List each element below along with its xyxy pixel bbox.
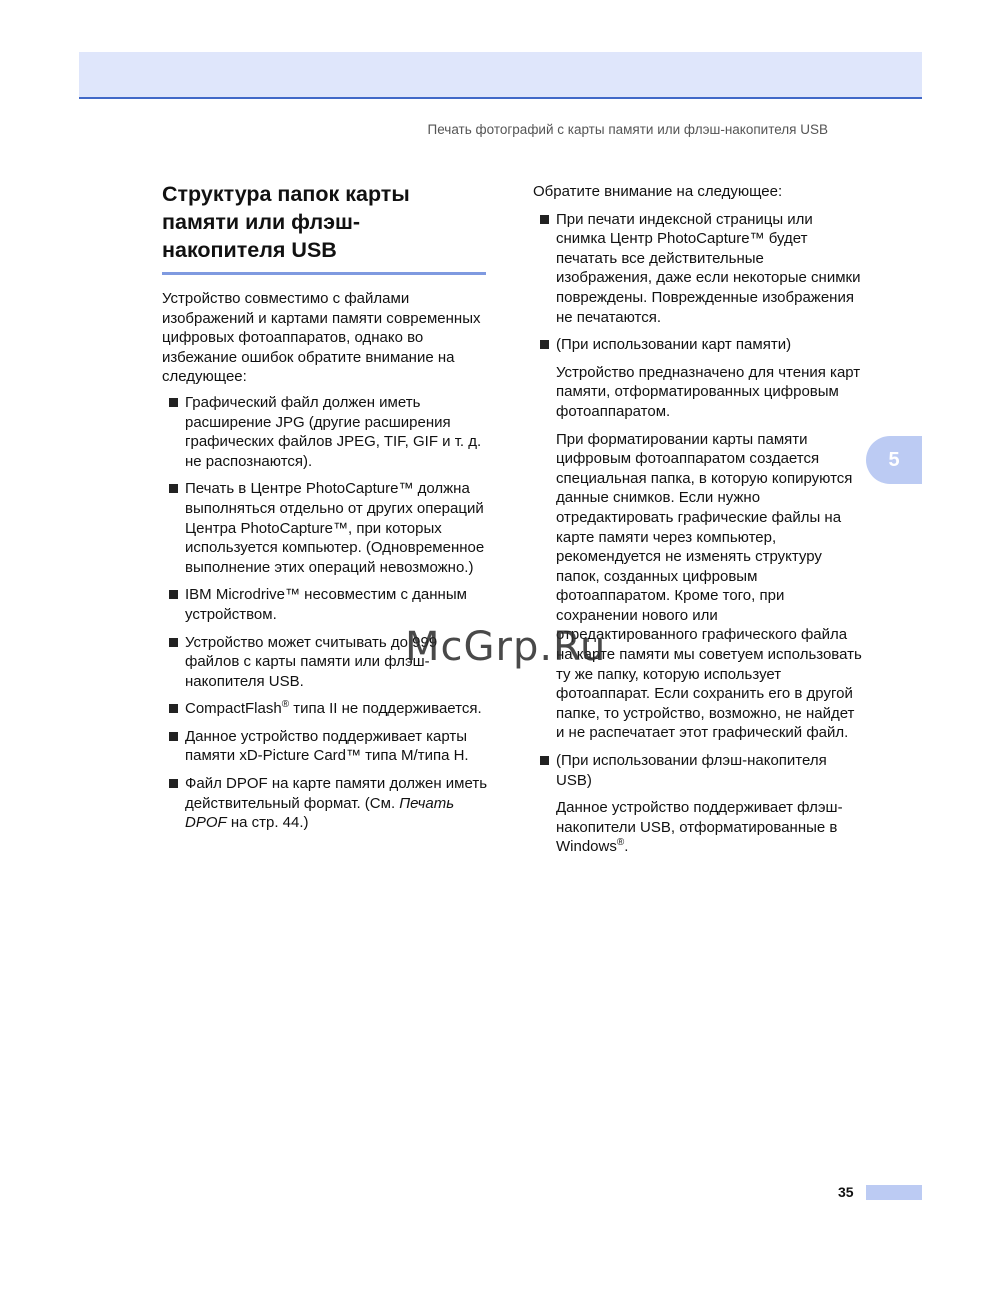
page-tab [866,1185,922,1200]
list-item [533,210,863,328]
list-item [162,393,492,471]
square-bullet-icon [169,732,178,741]
square-bullet-icon [169,484,178,493]
list-item-text: Графический файл должен иметь расширение JPG (другие расширения графических файлов JPEG, TIF, GIF и т. д. не распознаются). [185,393,482,470]
list-item-text: IBM Microdrive™ несовместим с данным устройством. [185,586,467,623]
memory-card-note: Устройство предназначено для чтения карт памяти, отформатированных цифровым фотоаппаратом. [556,363,861,420]
list-item-text: При печати индексной страницы или снимка Центр PhotoCapture™ будет печатать все действительные изображения, даже если некоторые снимки повреждены. Поврежденные изображения не печатаются. [556,210,861,326]
square-bullet-icon [169,638,178,647]
list-item [533,335,863,355]
square-bullet-icon [540,340,549,349]
dpof-reference-link[interactable]: Печать DPOF [185,794,455,832]
list-item [162,585,492,624]
dpof-text: Файл DPOF на карте памяти должен иметь действительный формат. (См. [185,775,488,812]
cf-text: CompactFlash [185,700,282,718]
running-header: Печать фотографий с карты памяти или флэш-накопителя USB [427,122,828,137]
list-item [162,727,492,766]
memory-card-format-note: При форматировании карты памяти цифровым фотоаппаратом создается специальная папка, в которую копируются данные снимков. Если нужно отредактировать графические файлы на карте памяти через компьютер, рекомендуется не изменять структуру папок, созданных цифровым фотоаппаратом. Кроме того, при сохранении нового или отредактированного графического файла на карте памяти мы советуем использовать ту же папку, которую использует фотоаппарат. Если сохранить его в другой папке, то устройство, возможно, не найдет и не распечатает этот графический файл. [556,430,862,742]
list-item-text: (При использовании флэш-накопителя USB) [556,752,827,789]
list-item-text: (При использовании карт памяти) [556,336,792,354]
requirements-list [162,393,492,833]
notes-list [533,210,863,355]
list-item-text [185,775,487,831]
right-column [533,182,863,865]
registered-mark: ® [281,699,290,711]
usb-note [533,798,863,857]
list-item-text: Устройство может считывать до 999 файлов с карты памяти или флэш-накопителя USB. [185,633,438,690]
square-bullet-icon [540,756,549,765]
section-heading: Структура папок карты памяти или флэш-накопителя USB [162,182,410,262]
list-item [162,479,492,577]
square-bullet-icon [169,704,178,713]
left-column [162,180,492,841]
list-item [162,699,492,719]
usb-note-end: . [624,838,629,856]
list-item-text: Печать в Центре PhotoCapture™ должна выполняться отдельно от других операций Центра PhotoCapture™, при которых используется компьютер. (Одновременное выполнение этих операций невозможно.) [185,480,485,576]
cf-text-rest: типа II не поддерживается. [289,700,482,718]
list-item [533,751,863,790]
square-bullet-icon [169,779,178,788]
page-number: 35 [838,1184,854,1200]
header-band [79,52,922,99]
square-bullet-icon [169,398,178,407]
heading-underline [162,272,486,275]
chapter-tab: 5 [866,436,922,484]
list-item-text: Данное устройство поддерживает карты памяти xD-Picture Card™ типа M/типа H. [185,727,469,765]
notes-list-2 [533,751,863,790]
square-bullet-icon [540,215,549,224]
usb-note-text: Данное устройство поддерживает флэш-накопители USB, отформатированные в Windows [556,799,843,856]
list-item-text [185,700,482,717]
list-item [162,774,492,833]
dpof-text-rest: на стр. 44.) [226,814,309,832]
square-bullet-icon [169,590,178,599]
intro-paragraph: Устройство совместимо с файлами изображений и картами памяти современных цифровых фотоаппаратов, однако во избежание ошибок обратите внимание на следующее: [162,290,481,386]
notes-intro: Обратите внимание на следующее: [533,183,783,200]
watermark: McGrp.Ru [405,624,607,670]
registered-mark: ® [616,837,625,849]
